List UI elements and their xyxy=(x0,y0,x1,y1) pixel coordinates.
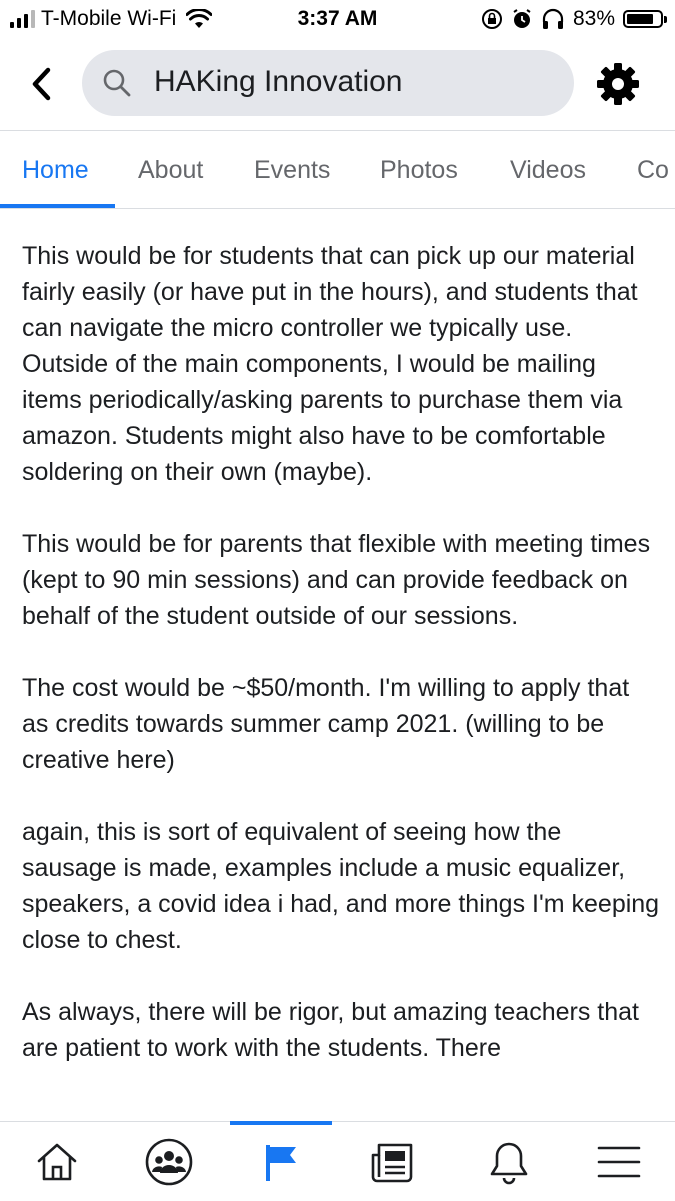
settings-button[interactable] xyxy=(594,60,642,108)
menu-icon xyxy=(597,1142,641,1182)
page-tabs xyxy=(0,131,675,209)
tab-photos[interactable]: Photos xyxy=(380,156,458,184)
gear-icon xyxy=(594,60,642,108)
search-bar[interactable] xyxy=(82,50,574,116)
status-time: 3:37 AM xyxy=(297,7,378,30)
alarm-icon xyxy=(511,8,533,30)
carrier-name: T-Mobile Wi-Fi xyxy=(41,7,177,30)
post-paragraph: The cost would be ~$50/month. I'm willing to apply that as credits towards summer camp 2021. (willing to be creative here) xyxy=(22,674,630,774)
active-tab-indicator xyxy=(0,204,115,208)
post-paragraph: As always, there will be rigor, but amazing teachers that are patient to work with the students. There xyxy=(22,998,639,1062)
status-bar xyxy=(0,0,675,38)
nav-news[interactable] xyxy=(366,1136,420,1188)
tab-videos[interactable]: Videos xyxy=(510,156,586,184)
post-body xyxy=(22,238,662,1118)
bottom-navigation xyxy=(0,1121,675,1201)
search-icon xyxy=(102,68,132,98)
status-right xyxy=(481,6,663,32)
page-header xyxy=(0,40,675,131)
search-query: HAKing Innovation xyxy=(154,65,403,98)
battery-percent: 83% xyxy=(572,7,615,30)
groups-icon xyxy=(144,1137,194,1187)
tab-community[interactable]: Co xyxy=(637,156,669,184)
bell-icon xyxy=(486,1138,532,1186)
nav-notifications[interactable] xyxy=(482,1136,536,1188)
tab-events[interactable]: Events xyxy=(254,156,331,184)
post-paragraph: This would be for parents that flexible with meeting times (kept to 90 min sessions) and can provide feedback on behalf of the student outside of our sessions. xyxy=(22,530,651,630)
headphones-icon xyxy=(541,8,565,30)
back-arrow-icon xyxy=(26,64,60,104)
nav-home[interactable] xyxy=(30,1136,84,1188)
nav-groups[interactable] xyxy=(142,1136,196,1188)
tab-home[interactable]: Home xyxy=(22,156,89,184)
post-paragraph: again, this is sort of equivalent of seeing how the sausage is made, examples include a music equalizer, speakers, a covid idea i had, and more things I'm keeping close to chest. xyxy=(22,818,660,954)
back-button[interactable] xyxy=(26,64,60,104)
orientation-lock-icon xyxy=(481,8,503,30)
news-icon xyxy=(369,1139,417,1185)
home-icon xyxy=(34,1139,80,1185)
battery-icon xyxy=(623,10,663,28)
post-paragraph: This would be for students that can pick up our material fairly easily (or have put in the hours), and students that can navigate the micro controller we typically use. Outside of the main components, I would be mailing items periodically/asking parents to purchase them via amazon. Students might also have to be comfortable soldering on their own (maybe). xyxy=(22,242,638,486)
nav-pages[interactable] xyxy=(254,1136,308,1188)
nav-menu[interactable] xyxy=(592,1136,646,1188)
tab-about[interactable]: About xyxy=(138,156,204,184)
active-nav-indicator xyxy=(230,1121,332,1125)
pages-flag-icon xyxy=(258,1139,304,1185)
